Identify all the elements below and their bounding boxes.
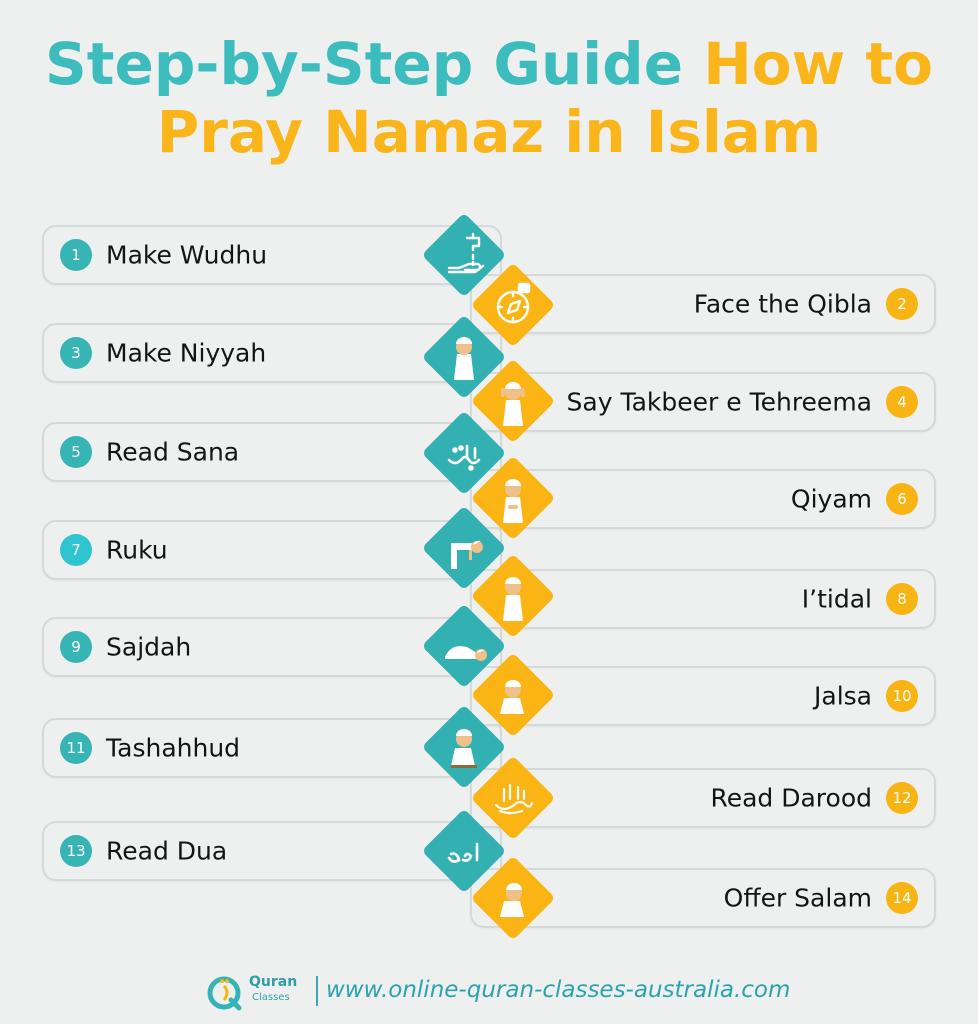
step-number-badge: 12 [886, 782, 918, 814]
step-number-badge: 11 [60, 732, 92, 764]
step-label: I’tidal [801, 584, 872, 614]
page-title [0, 30, 978, 166]
step-label: Offer Salam [723, 883, 872, 913]
brand-name: Quran [249, 974, 298, 990]
step-label: Face the Qibla [693, 289, 872, 319]
website-url: www.online-quran-classes-australia.com [326, 977, 791, 1003]
title-teal-part: Step-by-Step Guide [45, 30, 704, 98]
step-number-badge: 6 [886, 483, 918, 515]
step-label: Tashahhud [106, 733, 241, 763]
step-number-badge: 9 [60, 631, 92, 663]
step-label: Make Wudhu [106, 240, 268, 270]
step-number-badge: 10 [886, 680, 918, 712]
step-number-badge: 2 [886, 288, 918, 320]
brand-subtitle: Classes [252, 992, 290, 1003]
step-number-badge: 7 [60, 534, 92, 566]
step-number-badge: 14 [886, 882, 918, 914]
step-label: Say Takbeer e Tehreema [566, 387, 872, 417]
step-number-badge: 3 [60, 337, 92, 369]
quran-classes-logo-icon [205, 972, 245, 1012]
step-label: Read Sana [106, 437, 240, 467]
step-number-badge: 13 [60, 835, 92, 867]
turning-head-man-icon [470, 855, 556, 941]
step-label: Jalsa [814, 681, 872, 711]
step-number-badge: 1 [60, 239, 92, 271]
title-gold-part: How to [703, 30, 933, 98]
step-label: Make Niyyah [106, 338, 267, 368]
footer-divider [316, 976, 318, 1006]
step-label: Read Dua [106, 836, 228, 866]
step-label: Qiyam [790, 484, 872, 514]
step-number-badge: 5 [60, 436, 92, 468]
step-number-badge: 8 [886, 583, 918, 615]
title-second-line: Pray Namaz in Islam [156, 98, 822, 166]
step-label: Ruku [106, 535, 168, 565]
step-label: Read Darood [710, 783, 872, 813]
footer [0, 970, 978, 1014]
step-label: Sajdah [106, 632, 192, 662]
step-number-badge: 4 [886, 386, 918, 418]
